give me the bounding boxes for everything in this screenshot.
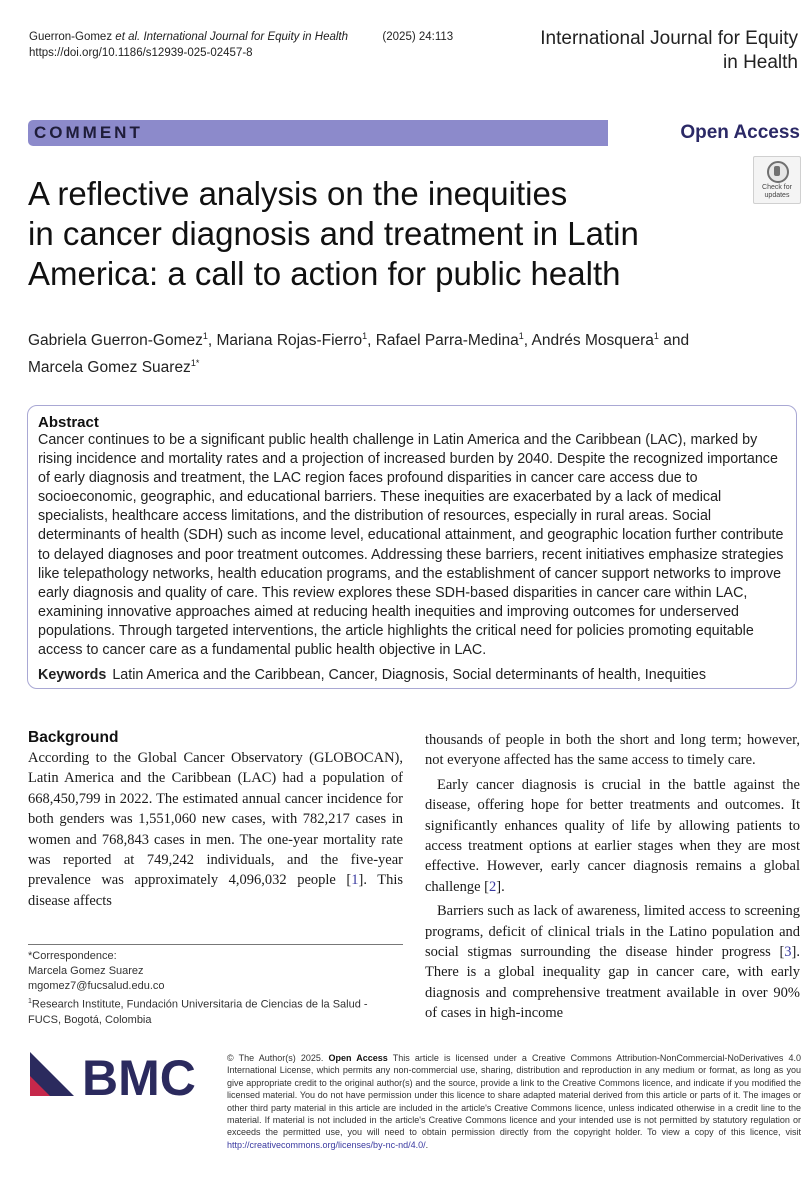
doi-link[interactable]: https://doi.org/10.1186/s12939-025-02457-8 — [29, 47, 253, 59]
citation-link[interactable]: 3 — [784, 944, 792, 961]
author-affiliation: 1 — [362, 331, 368, 341]
paragraph-text: thousands of people in both the short and long term; however, not everyone affected has the same access to timely care. — [425, 732, 800, 769]
journal-name-line2: in Health — [723, 52, 798, 73]
keywords-label: Keywords — [38, 667, 107, 683]
author-name[interactable]: Rafael Parra-Medina — [375, 332, 519, 350]
bmc-logo-text: BMC — [82, 1050, 196, 1098]
footnote-divider — [28, 944, 403, 945]
open-access-label: Open Access — [680, 122, 800, 143]
copyright-text: © The Author(s) 2025. — [227, 1053, 324, 1063]
author-name[interactable]: Gabriela Guerron-Gomez — [28, 332, 203, 350]
paragraph — [425, 730, 800, 771]
body-column-left — [28, 748, 403, 911]
affiliation-number: 1 — [28, 998, 32, 1005]
citation-link[interactable]: 2 — [489, 878, 497, 895]
license-statement — [227, 1052, 801, 1151]
running-journal: International Journal for Equity in Health — [143, 31, 349, 43]
paragraph-text: Barriers such as lack of awareness, limited access to screening programs, deficit of clinical trials in the Latino population and social stigmas surrounding the disease hinder progress [ — [425, 903, 800, 961]
running-year-volume: (2025) 24:113 — [382, 31, 454, 43]
authors-and: and — [663, 332, 690, 350]
check-updates-icon — [767, 161, 789, 183]
article-title — [28, 174, 708, 294]
author-affiliation: 1* — [190, 358, 200, 369]
body-column-right — [425, 730, 800, 1028]
correspondence-label: *Correspondence: — [28, 950, 117, 962]
affiliation-text: Research Institute, Fundación Universitaria de Ciencias de la Salud - FUCS, Bogotá, Colombia — [28, 998, 368, 1026]
author-name[interactable]: Mariana Rojas-Fierro — [216, 332, 363, 350]
abstract-box — [27, 405, 797, 689]
license-open-access: Open Access — [328, 1053, 388, 1063]
journal-name — [498, 27, 798, 75]
author-affiliation: 1 — [202, 331, 208, 341]
affiliation — [28, 994, 403, 1028]
correspondence-name: Marcela Gomez Suarez — [28, 965, 144, 977]
author-name[interactable]: Marcela Gomez Suarez — [28, 359, 191, 377]
paragraph — [425, 901, 800, 1023]
check-updates-line2: updates — [764, 192, 790, 199]
check-for-updates-button[interactable] — [753, 156, 801, 204]
bmc-logo — [30, 1050, 205, 1098]
author-affiliation: 1 — [518, 331, 524, 341]
title-line-1: A reflective analysis on the inequities — [28, 175, 568, 212]
paragraph-text: ]. This disease affects — [28, 872, 403, 909]
correspondence-email[interactable]: mgomez7@fucsalud.edu.co — [28, 980, 165, 992]
author-name[interactable]: Andrés Mosquera — [531, 332, 654, 350]
check-updates-line1: Check for — [762, 184, 792, 191]
paragraph-text: ]. — [496, 878, 505, 895]
abstract-heading: Abstract — [38, 414, 99, 431]
article-type-label: COMMENT — [34, 123, 143, 142]
running-authors: Guerron-Gomez — [29, 31, 113, 43]
journal-name-line1: International Journal for Equity — [540, 28, 798, 49]
license-url-link[interactable]: http://creativecommons.org/licenses/by-nc-nd/4.0/ — [227, 1139, 426, 1150]
keywords-list: Latin America and the Caribbean, Cancer, Diagnosis, Social determinants of health, Inequities — [112, 667, 707, 683]
paragraph-text: Early cancer diagnosis is crucial in the battle against the disease, offering hope for better treatments and outcomes. It significantly enhances quality of life by allowing patients to access treatment options at earlier stages when they are most effective. However, early cancer diagnosis remains a global challenge [ — [425, 776, 800, 895]
running-citation — [29, 29, 453, 61]
author-affiliation: 1 — [653, 331, 659, 341]
title-line-2: in cancer diagnosis and treatment in Latin — [28, 215, 639, 252]
article-type-banner — [28, 120, 800, 146]
title-line-3: America: a call to action for public health — [28, 255, 621, 292]
abstract-text: Cancer continues to be a significant public health challenge in Latin America and the Caribbean (LAC), marked by rising incidence and mortality rates and a projection of increased burden by 2040. Despite the recognized importance of early diagnosis and treatment, the LAC region faces profound disparities in cancer care access due to socioeconomic, geographic, and educational barriers. These inequities are exacerbated by a lack of medical specialists, healthcare access limitations, and the distribution of resources, especially in rural areas. Social determinants of health (SDH) such as income level, educational attainment, and geographic location further contribute to delayed diagnoses and poor treatment outcomes. Addressing these barriers, recent initiatives emphasize strategies like telepathology networks, health education programs, and the establishment of cancer support networks to improve early diagnosis and quality of care. This review explores these SDH-based disparities in cancer care within LAC, examining innovative approaches aimed at reducing health inequities and improving outcomes for underserved populations. Through targeted interventions, the article highlights the critical need for policies promoting equitable access to cancer care as a fundamental public health objective in LAC. — [38, 432, 784, 659]
license-text: This article is licensed under a Creative Commons Attribution-NonCommercial-NoDerivatives 4.0 International License, which permits any non-commercial use, sharing, distribution and reproduction in any medium or format, as long as you give appropriate credit to the original author(s) and the source, provide a link to the Creative Commons licence, and indicate if you modified the licensed material. You do not have permission under this licence to share adapted material derived from this article or parts of it. The images or other third party material in this article are included in the article's Creative Commons licence, unless indicated otherwise in a credit line to the material. If material is not included in the article's Creative Commons licence and your intended use is not permitted by statutory regulation or exceeds the permitted use, you will need to obtain permission directly from the copyright holder. To view a copy of this licence, visit — [227, 1053, 801, 1138]
keywords-line — [38, 667, 790, 683]
author-list: Gabriela Guerron-Gomez$^1$, Mariana Rojas-Fierro$^1$, Rafael Parra-Medina$^1$, Andrés Mosquera$^1$ and Marcela Gomez Suarez$^{1*}$ — [28, 331, 690, 377]
paragraph-text: According to the Global Cancer Observatory (GLOBOCAN), Latin America and the Caribbean (LAC) had a population of 668,450,799 in 2022. The estimated annual cancer incidence for both genders was 1,551,060 new cases, with 782,217 cases in women and 768,843 cases in men. The one-year mortality rate was reported at 749,242 individuals, and the five-year prevalence was approximately 4,096,032 people [ — [28, 750, 403, 889]
license-end: . — [425, 1139, 429, 1150]
citation-link[interactable]: 1 — [351, 872, 359, 889]
running-et-al: et al. — [115, 31, 141, 43]
paragraph-text: ]. There is a global inequality gap in cancer care, with early diagnosis and comprehensive treatment available in over 90% of cases in high-income — [425, 944, 800, 1022]
section-heading-background: Background — [28, 729, 119, 746]
correspondence-footnote — [28, 949, 403, 1028]
paragraph — [425, 775, 800, 897]
